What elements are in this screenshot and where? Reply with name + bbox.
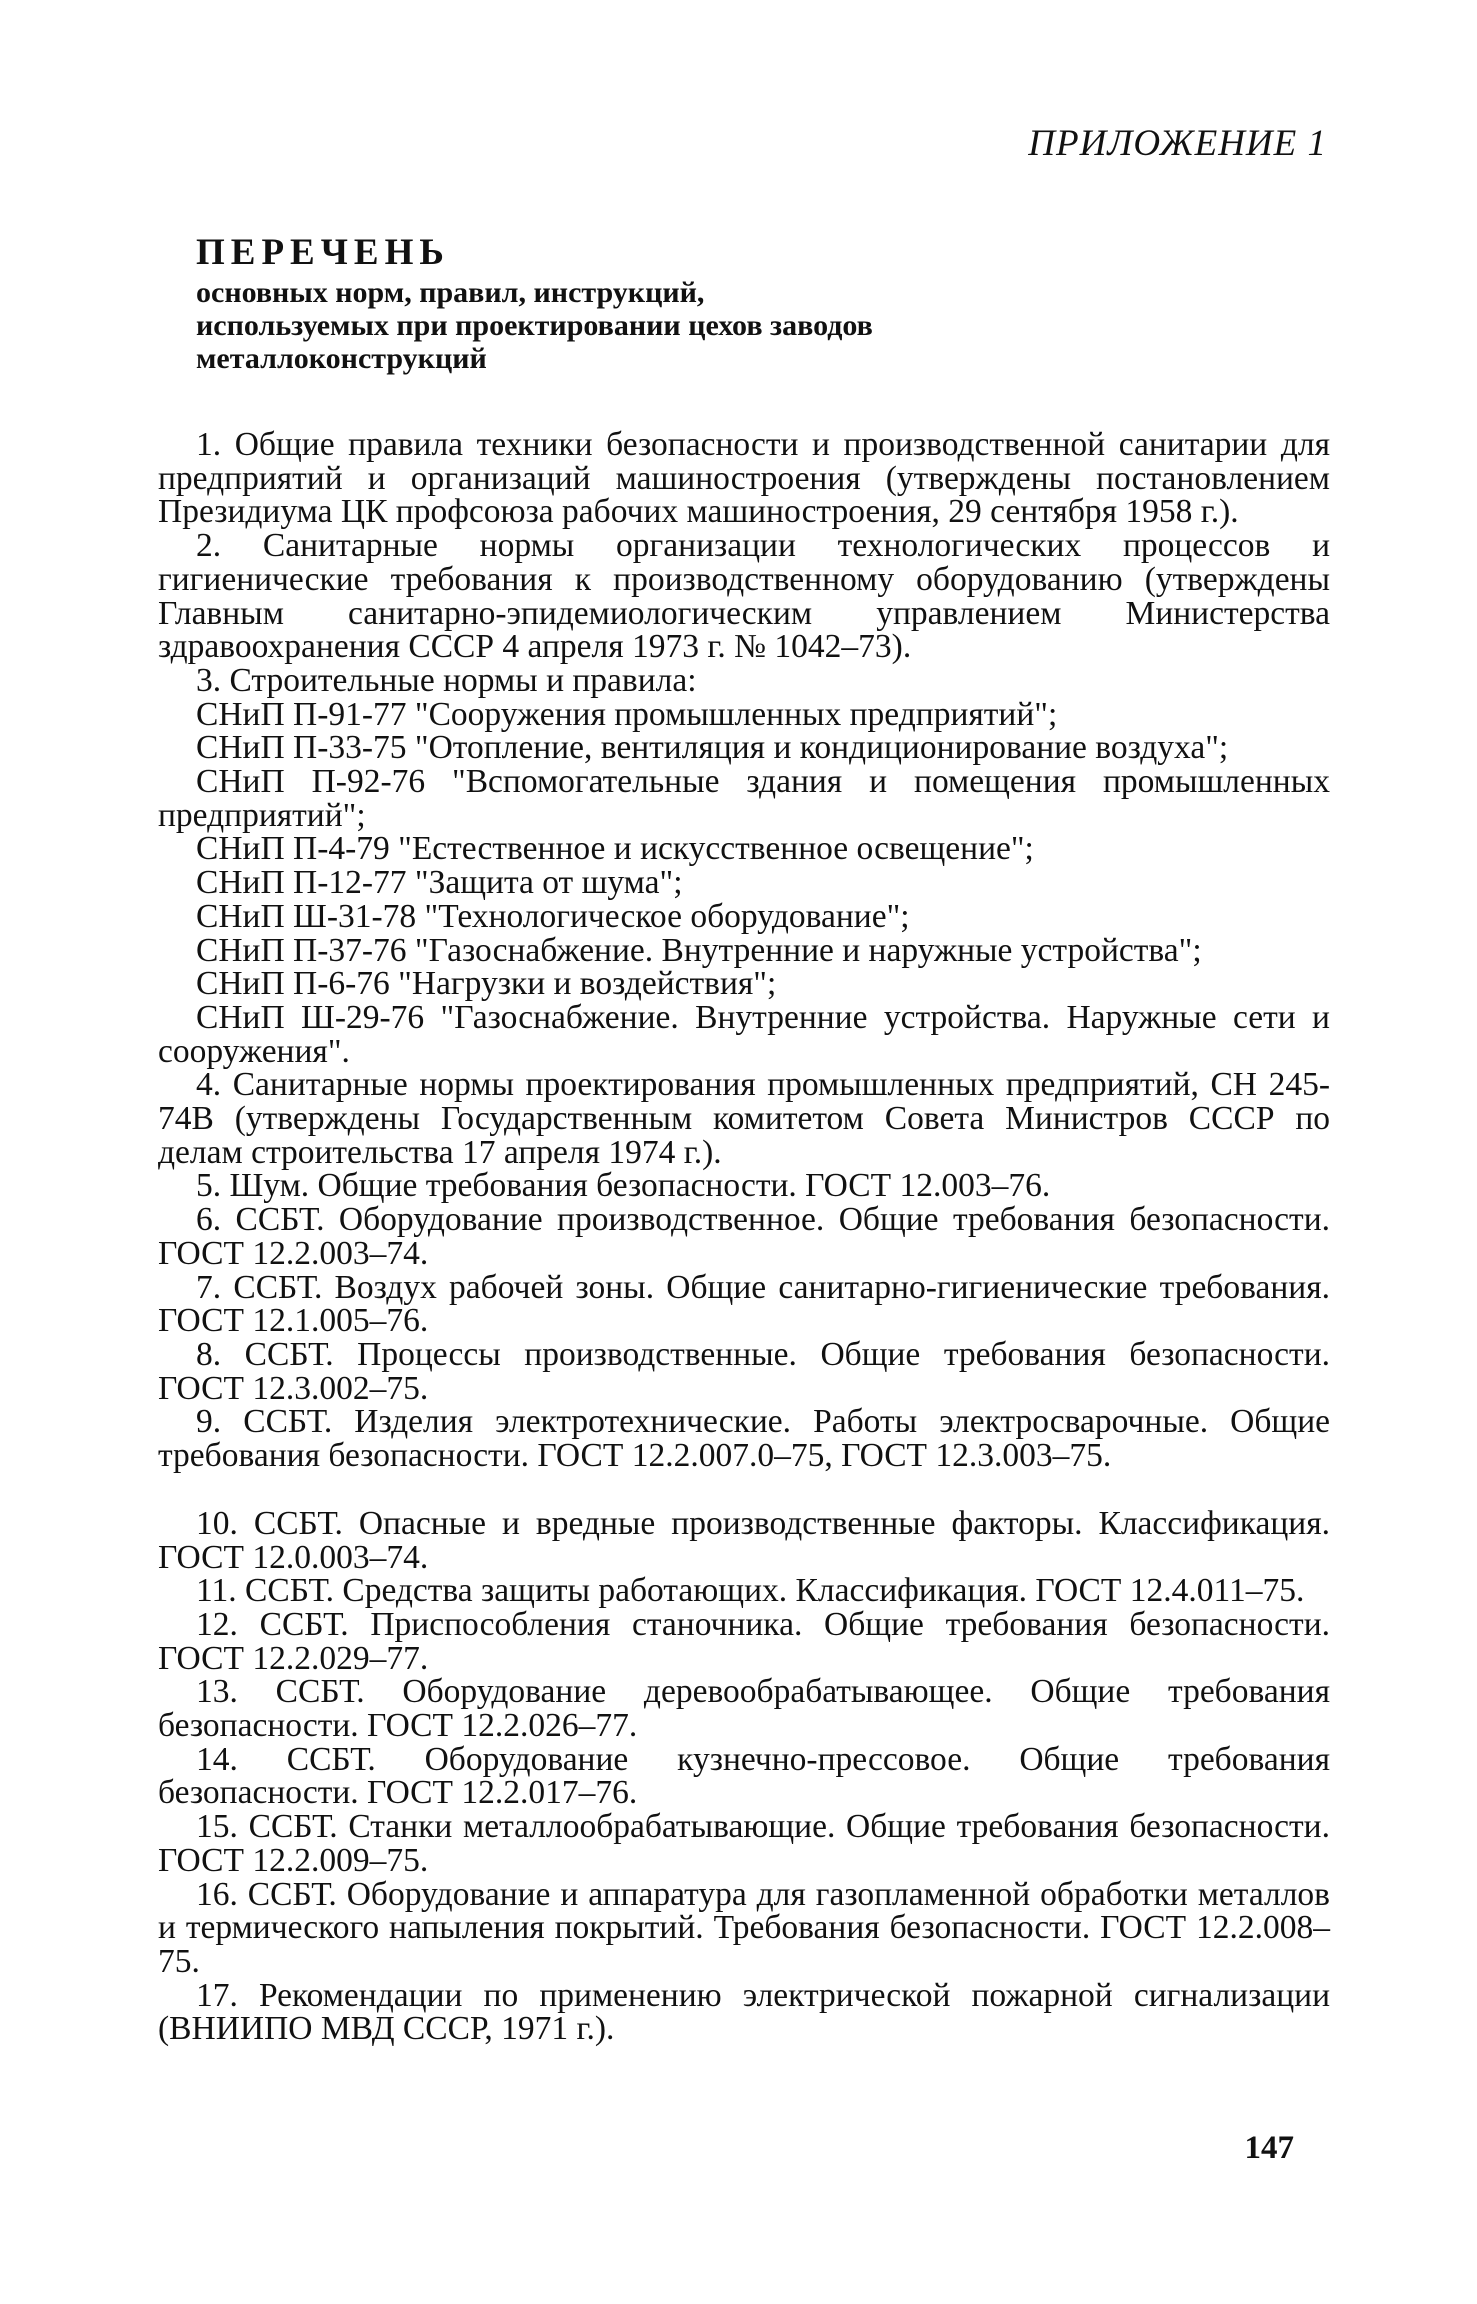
list-item: 2. Санитарные нормы организации технологических процессов и гигиенические требования к производственному оборудованию (утверждены Главным санитарно-эпидемиологическим управлением Министерства здравоохранения СССР 4 апреля 1973 г. № 1042–73). [158, 527, 1330, 666]
snip-entry: СНиП П-91-77 "Сооружения промышленных предприятий"; [196, 695, 1058, 733]
document-body [158, 428, 1330, 2046]
list-item: 5. Шум. Общие требования безопасности. ГОСТ 12.003–76. [196, 1167, 1051, 1205]
list-item: 9. ССБТ. Изделия электротехнические. Работы электросварочные. Общие требования безопасности. ГОСТ 12.2.007.0–75, ГОСТ 12.3.003–75. [158, 1403, 1330, 1475]
list-item: 16. ССБТ. Оборудование и аппаратура для газопламенной обработки металлов и термического напыления покрытий. Требования безопасности. ГОСТ 12.2.008–75. [158, 1875, 1330, 1980]
list-item: 11. ССБТ. Средства защиты работающих. Классификация. ГОСТ 12.4.011–75. [196, 1572, 1305, 1610]
snip-entry: СНиП П-4-79 "Естественное и искусственное освещение"; [196, 830, 1034, 868]
list-item: 3. Строительные нормы и правила: [196, 661, 697, 699]
list-item: 12. ССБТ. Приспособления станочника. Общие требования безопасности. ГОСТ 12.2.029–77. [158, 1605, 1330, 1677]
snip-entry: СНиП П-37-76 "Газоснабжение. Внутренние и наружные устройства"; [196, 931, 1202, 969]
heading-subtitle-line: основных норм, правил, инструкций, [196, 276, 705, 309]
snip-entry: СНиП Ш-29-76 "Газоснабжение. Внутренние устройства. Наружные сети и сооружения". [158, 998, 1330, 1070]
snip-entry: СНиП П-6-76 "Нагрузки и воздействия"; [196, 965, 777, 1003]
appendix-label: ПРИЛОЖЕНИЕ 1 [1028, 123, 1327, 164]
list-item: 14. ССБТ. Оборудование кузнечно-прессовое. Общие требования безопасности. ГОСТ 12.2.017–76. [158, 1740, 1330, 1812]
list-item: 7. ССБТ. Воздух рабочей зоны. Общие санитарно-гигиенические требования. ГОСТ 12.1.005–76. [158, 1268, 1330, 1340]
snip-entry: СНиП П-12-77 "Защита от шума"; [196, 864, 683, 902]
page-number: 147 [1244, 2130, 1294, 2166]
list-item: 1. Общие правила техники безопасности и производственной санитарии для предприятий и организаций машиностроения (утверждены постановлением Президиума ЦК профсоюза рабочих машиностроения, 29 сентября 1958 г.). [158, 426, 1330, 531]
heading-subtitle-line: металлоконструкций [196, 342, 487, 375]
list-item: 17. Рекомендации по применению электрической пожарной сигнализации (ВНИИПО МВД СССР, 1971 г.). [158, 1976, 1330, 2048]
list-item: 10. ССБТ. Опасные и вредные производственные факторы. Классификация. ГОСТ 12.0.003–74. [158, 1504, 1330, 1576]
snip-entry: СНиП П-92-76 "Вспомогательные здания и помещения промышленных предприятий"; [158, 763, 1330, 834]
heading-subtitle-line: используемых при проектировании цехов заводов [196, 309, 873, 342]
heading-title: ПЕРЕЧЕНЬ [196, 232, 450, 273]
list-item: 6. ССБТ. Оборудование производственное. Общие требования безопасности. ГОСТ 12.2.003–74. [158, 1201, 1330, 1272]
list-item: 4. Санитарные нормы проектирования промышленных предприятий, СН 245-74В (утверждены Государственным комитетом Совета Министров СССР по делам строительства 17 апреля 1974 г.). [158, 1066, 1330, 1171]
snip-entry: СНиП П-33-75 "Отопление, вентиляция и кондиционирование воздуха"; [196, 729, 1229, 767]
snip-entry: СНиП Ш-31-78 "Технологическое оборудование"; [196, 897, 910, 935]
list-item: 13. ССБТ. Оборудование деревообрабатывающее. Общие требования безопасности. ГОСТ 12.2.026–77. [158, 1673, 1330, 1745]
list-heading [196, 230, 1276, 375]
list-item: 8. ССБТ. Процессы производственные. Общие требования безопасности. ГОСТ 12.3.002–75. [158, 1335, 1330, 1407]
list-item: 15. ССБТ. Станки металлообрабатывающие. Общие требования безопасности. ГОСТ 12.2.009–75. [158, 1808, 1330, 1879]
